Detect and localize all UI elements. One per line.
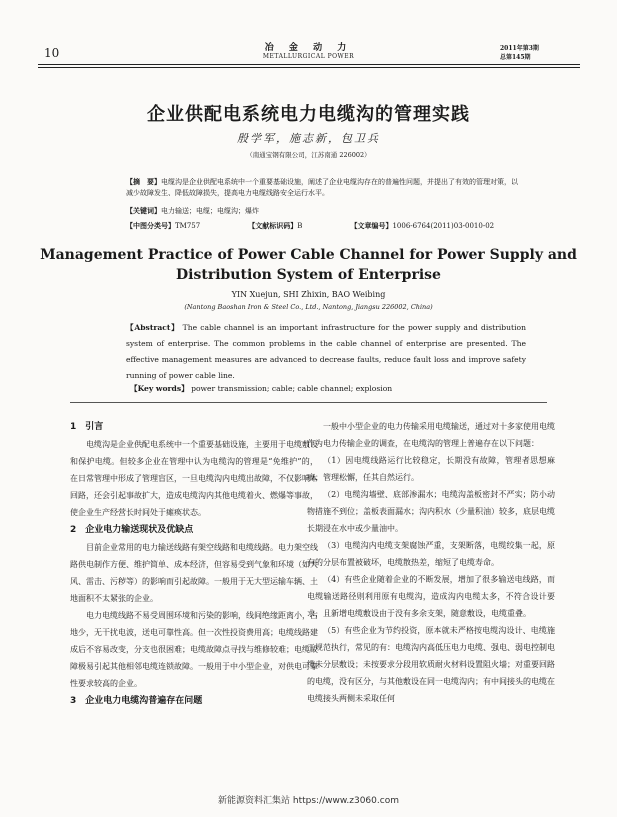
keywords-zh (126, 206, 259, 216)
article-number-value: 1006-6764(2011)03-0010-02 (392, 222, 495, 230)
issue-info (500, 44, 539, 62)
body-column-right (307, 418, 555, 707)
keywords-en-label: 【Key words】 (130, 384, 189, 393)
journal-name-en: METALLURGICAL POWER (262, 53, 355, 60)
section-3-heading: 3 企业电力电缆沟普遍存在问题 (70, 696, 203, 706)
authors-en: YIN Xuejun, SHI Zhixin, BAO Weibing (231, 290, 386, 299)
problem-item-4: （4）有些企业随着企业的不断发展，增加了很多输送电线路，而电缆输送路径则利用原有电缆沟，造成沟内电缆太多，不符合设计要求，且新增电缆敷设由于没有多余支架，随意敷设，电缆重叠。 (307, 575, 555, 618)
clc-label: 【中图分类号】 (126, 221, 175, 230)
watermark-footer: 新能源资料汇集站 https://www.z3060.com (218, 796, 399, 806)
body-paragraph: 一般中小型企业的电力传输采用电缆输送，通过对十多家使用电缆作为电力传输企业的调查，在电缆沟的管理上普遍存在以下问题： (307, 422, 555, 448)
body-column-left (70, 418, 318, 710)
issue-year-number: 2011年第3期 (500, 45, 539, 52)
keywords-zh-label: 【关键词】 (126, 206, 161, 215)
problem-item-3: （3）电缆沟内电缆支架腐蚀严重，支架断落，电缆绞集一起，原有的分层布置被破坏，电缆散热差，缩短了电缆寿命。 (307, 541, 555, 567)
page-number: 10 (44, 46, 60, 60)
article-title-zh: 企业供配电系统电力电缆沟的管理实践 (147, 104, 470, 125)
problem-item-5: （5）有些企业为节约投资，原本就未严格按电缆沟设计、电缆施工规范执行，常见的有：电缆沟内高低压电力电缆、强电、弱电控制电缆未分层敷设；未按要求分段用软质耐火材料设置阻火墙；对重要回路的电缆，没有区分，与其他敷设在同一电缆沟内；有中间接头的电缆在电缆接头两侧未采取任何 (307, 626, 555, 703)
section-1-heading: 1 引言 (70, 422, 104, 432)
abstract-en (126, 320, 526, 384)
affiliation-zh: （南通宝钢有限公司，江苏南通 226002） (246, 151, 371, 159)
abstract-en-label: 【Abstract】 (126, 323, 180, 332)
classification-row (126, 221, 526, 231)
doc-code-value: B (297, 222, 303, 230)
affiliation-en: (Nantong Baoshan Iron & Steel Co., Ltd., Nantong, Jiangsu 226002, China) (184, 303, 433, 311)
keywords-en (130, 383, 392, 394)
authors-zh: 殷学军，施志新，包卫兵 (237, 132, 380, 145)
journal-name-zh: 冶 金 动 力 (264, 43, 353, 53)
section-2-paragraph-2: 电力电缆线路不易受周围环境和污染的影响，线间绝缘距离小，占地少，无干扰电波，送电可靠性高。但一次性投资费用高；电缆线路建成后不容易改变，分支也很困难；电缆故障点寻找与维修较难；电缆故障极易引起其他相邻电缆连锁故障。一般用于中小型企业，对供电可靠性要求较高的企业。 (70, 611, 318, 688)
problem-item-1: （1）因电缆线路运行比较稳定，长期没有故障，管理者思想麻痹，管理松懈，任其自然运行。 (307, 456, 555, 482)
article-number-label: 【文章编号】 (350, 221, 393, 230)
problem-item-2: （2）电缆沟墙壁、底部渗漏水；电缆沟盖板密封不严实；防小动物措施不到位；盖板表面漏水；沟内积水（少量积油）较多，底层电缆长期浸在水中或少量油中。 (307, 490, 555, 533)
section-2-paragraph-1: 目前企业常用的电力输送线路有架空线路和电缆线路。电力架空线路供电制作方便、维护简单、成本经济，但容易受到气象和环境（如大风、雷击、污秽等）的影响而引起故障。一般用于无大型运输车辆、土地面积不太紧张的企业。 (70, 543, 318, 603)
keywords-zh-text: 电力输送；电缆；电缆沟；爆炸 (161, 207, 259, 215)
doc-code-label: 【文献标识码】 (248, 221, 298, 230)
issue-total-number: 总第145期 (500, 54, 531, 61)
section-2-heading: 2 企业电力输送现状及优缺点 (70, 525, 194, 535)
article-title-en: Management Practice of Power Cable Channel for Power Supply and Distribution System of Enterprise (40, 247, 577, 283)
header-rule-thick (38, 64, 580, 65)
abstract-en-text: The cable channel is an important infrastructure for the power supply and distribution system of enterprise. The common problems in the cable channel of enterprise are presented. The effective management measures are advanced to decrease faults, reduce fault loss and improve safety running of power cable line. (126, 323, 526, 380)
section-1-paragraph: 电缆沟是企业供配电系统中一个重要基础设施，主要用于电缆敷设和保护电缆。但较多企业在管理中认为电缆沟的管理是“免维护”的，在日常管理中形成了管理盲区，一旦电缆沟内电缆出故障，不仅影响本回路，还会引起事故扩大，造成电缆沟内其他电缆着火、燃爆等事故，使企业生产经营长时间处于瘫痪状态。 (70, 440, 318, 517)
clc-value: TM757 (175, 222, 201, 230)
abstract-zh-text: 电缆沟是企业供配电系统中一个重要基础设施，阐述了企业电缆沟存在的普遍性问题，并提出了有效的管理对策，以减少故障发生、降低故障损失，提高电力电缆线路安全运行水平。 (126, 178, 518, 197)
abstract-zh-label: 【摘 要】 (126, 177, 161, 186)
abstract-zh (126, 176, 518, 199)
header-rule-thin (38, 67, 580, 68)
keywords-en-text: power transmission; cable; cable channel; explosion (191, 384, 393, 393)
front-matter-divider (70, 402, 547, 403)
